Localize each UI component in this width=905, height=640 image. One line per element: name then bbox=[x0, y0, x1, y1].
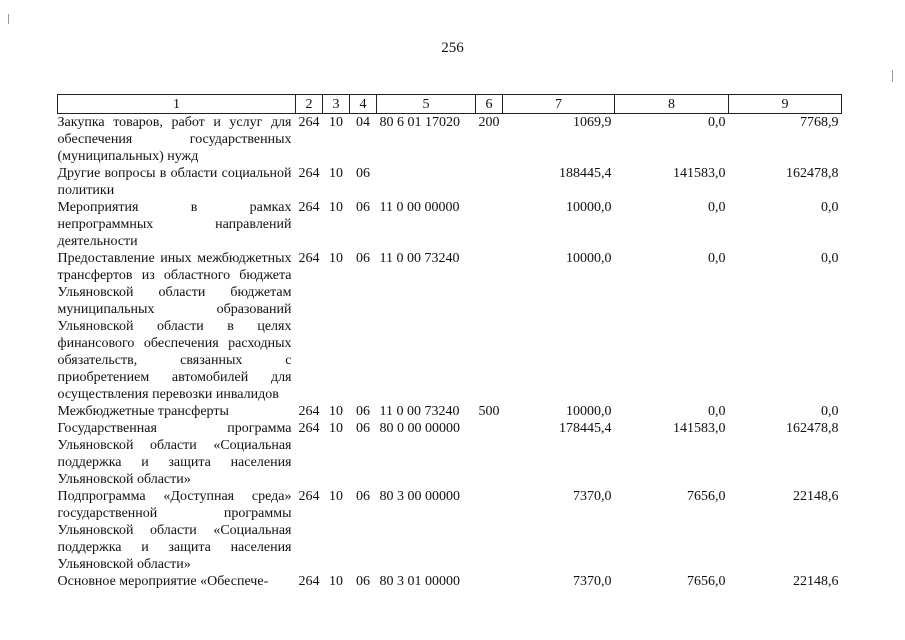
cell-value-8: 141583,0 bbox=[673, 421, 726, 436]
cell-type bbox=[476, 488, 503, 573]
table-row bbox=[58, 199, 842, 250]
table-row bbox=[58, 488, 842, 573]
cell-value-8: 141583,0 bbox=[673, 166, 726, 181]
cell-code: 264 bbox=[298, 200, 320, 215]
cell-target: 11 0 00 73240 bbox=[379, 251, 460, 266]
cell-target bbox=[377, 165, 476, 199]
cell-value-7: 178445,4 bbox=[559, 421, 612, 436]
column-header: 7 bbox=[503, 95, 615, 114]
cell-subsection: 06 bbox=[356, 200, 370, 215]
table-row bbox=[58, 114, 842, 166]
cell-value-8: 0,0 bbox=[708, 200, 726, 215]
header-row bbox=[58, 95, 842, 114]
cell-type bbox=[476, 199, 503, 250]
row-name: Подпрограмма «Доступная среда» государственной программы Ульяновской области «Социальная поддержка и защита населения Ульяновской области» bbox=[57, 489, 292, 572]
cell-code: 264 bbox=[298, 574, 320, 589]
cell-value-7: 10000,0 bbox=[566, 404, 612, 419]
cell-type: 500 bbox=[478, 404, 500, 419]
cell-value-7: 10000,0 bbox=[566, 251, 612, 266]
table-row bbox=[58, 250, 842, 403]
cell-code: 264 bbox=[298, 251, 320, 266]
table-row bbox=[58, 573, 842, 590]
cell-subsection: 06 bbox=[356, 251, 370, 266]
table-row bbox=[58, 420, 842, 488]
cell-value-9: 162478,8 bbox=[786, 166, 839, 181]
cell-value-8: 0,0 bbox=[708, 251, 726, 266]
cell-subsection: 06 bbox=[356, 574, 370, 589]
column-header: 9 bbox=[729, 95, 842, 114]
cell-type bbox=[476, 573, 503, 590]
scan-mark bbox=[892, 70, 893, 82]
cell-target: 11 0 00 73240 bbox=[379, 404, 460, 419]
page-number: 256 bbox=[441, 40, 464, 56]
cell-code: 264 bbox=[298, 115, 320, 130]
cell-value-9: 22148,6 bbox=[793, 574, 839, 589]
table-row bbox=[58, 403, 842, 420]
scan-mark bbox=[8, 14, 9, 24]
column-header: 2 bbox=[296, 95, 323, 114]
cell-code: 264 bbox=[298, 166, 320, 181]
cell-value-8: 0,0 bbox=[708, 115, 726, 130]
cell-section: 10 bbox=[329, 200, 343, 215]
cell-value-9: 0,0 bbox=[821, 200, 839, 215]
column-header: 3 bbox=[323, 95, 350, 114]
cell-subsection: 06 bbox=[356, 421, 370, 436]
cell-type bbox=[476, 165, 503, 199]
row-name: Межбюджетные трансферты bbox=[57, 404, 229, 419]
cell-value-7: 188445,4 bbox=[559, 166, 612, 181]
cell-target: 80 0 00 00000 bbox=[379, 421, 460, 436]
cell-section: 10 bbox=[329, 166, 343, 181]
budget-table bbox=[57, 94, 842, 590]
cell-subsection: 06 bbox=[356, 404, 370, 419]
cell-subsection: 06 bbox=[356, 489, 370, 504]
cell-section: 10 bbox=[329, 404, 343, 419]
cell-value-9: 162478,8 bbox=[786, 421, 839, 436]
cell-type bbox=[476, 420, 503, 488]
cell-value-8: 7656,0 bbox=[687, 489, 726, 504]
column-header: 4 bbox=[350, 95, 377, 114]
cell-code: 264 bbox=[298, 421, 320, 436]
cell-target: 80 3 00 00000 bbox=[379, 489, 460, 504]
column-header: 8 bbox=[615, 95, 729, 114]
column-header: 1 bbox=[58, 95, 296, 114]
column-header: 5 bbox=[377, 95, 476, 114]
cell-value-8: 0,0 bbox=[708, 404, 726, 419]
cell-section: 10 bbox=[329, 251, 343, 266]
column-header: 6 bbox=[476, 95, 503, 114]
cell-section: 10 bbox=[329, 115, 343, 130]
cell-subsection: 06 bbox=[356, 166, 370, 181]
cell-target: 80 6 01 17020 bbox=[379, 115, 460, 130]
cell-code: 264 bbox=[298, 404, 320, 419]
cell-value-8: 7656,0 bbox=[687, 574, 726, 589]
row-name: Закупка товаров, работ и услуг для обеспечения государственных (муниципальных) нужд bbox=[57, 115, 292, 164]
row-name: Предоставление иных межбюджетных трансфертов из областного бюджета Ульяновской области бюджетам муниципальных образований Ульяновской области в целях финансового обеспечения расходных обязательств, связанных с приобретением автомобилей для осуществления перевозки инвалидов bbox=[57, 251, 292, 402]
cell-subsection: 04 bbox=[356, 115, 370, 130]
cell-section: 10 bbox=[329, 421, 343, 436]
cell-type: 200 bbox=[478, 115, 500, 130]
row-name: Другие вопросы в области социальной политики bbox=[57, 166, 292, 198]
cell-code: 264 bbox=[298, 489, 320, 504]
cell-value-9: 7768,9 bbox=[800, 115, 839, 130]
row-name: Мероприятия в рамках непрограммных направлений деятельности bbox=[57, 200, 292, 249]
row-name: Основное мероприятие «Обеспече- bbox=[57, 574, 269, 589]
cell-type bbox=[476, 250, 503, 403]
cell-target: 80 3 01 00000 bbox=[379, 574, 460, 589]
cell-target: 11 0 00 00000 bbox=[379, 200, 460, 215]
cell-value-7: 7370,0 bbox=[573, 574, 612, 589]
cell-value-7: 7370,0 bbox=[573, 489, 612, 504]
cell-value-9: 0,0 bbox=[821, 404, 839, 419]
cell-value-7: 10000,0 bbox=[566, 200, 612, 215]
cell-value-9: 22148,6 bbox=[793, 489, 839, 504]
table-row bbox=[58, 165, 842, 199]
cell-value-9: 0,0 bbox=[821, 251, 839, 266]
cell-section: 10 bbox=[329, 574, 343, 589]
cell-section: 10 bbox=[329, 489, 343, 504]
cell-value-7: 1069,9 bbox=[573, 115, 612, 130]
row-name: Государственная программа Ульяновской области «Социальная поддержка и защита населения Ульяновской области» bbox=[57, 421, 292, 487]
